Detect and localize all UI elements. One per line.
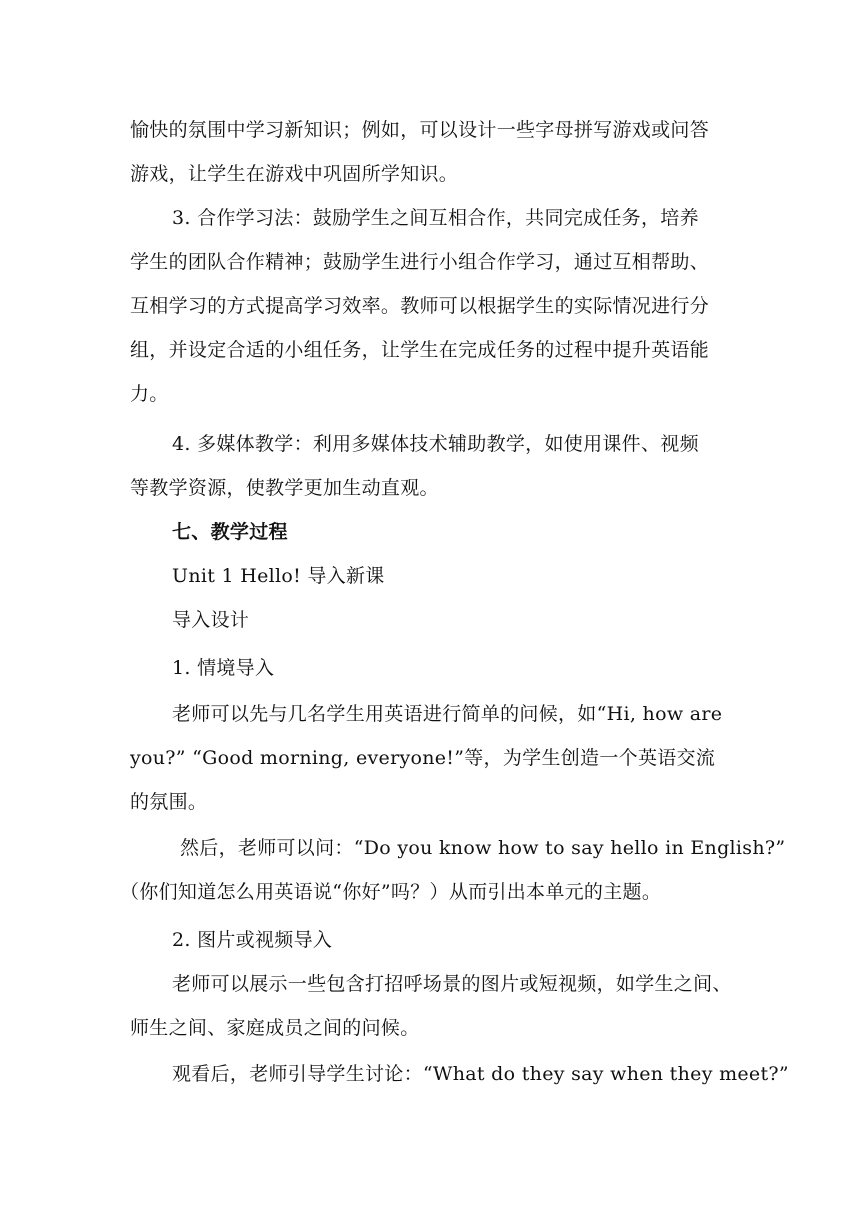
body-text-line: 学生的团队合作精神；鼓励学生进行小组合作学习，通过互相帮助、 <box>130 251 710 273</box>
section-heading: 七、教学过程 <box>172 521 288 543</box>
list-item-cooperative-learning: 3. 合作学习法：鼓励学生之间互相合作，共同完成任务，培养 <box>172 207 699 229</box>
body-text-line: 互相学习的方式提高学习效率。教师可以根据学生的实际情况进行分 <box>130 295 710 317</box>
subheading-intro-design: 导入设计 <box>172 609 250 631</box>
body-text-line: 老师可以先与几名学生用英语进行简单的问候，如“Hi, how are <box>172 703 723 725</box>
body-text-line: 游戏，让学生在游戏中巩固所学知识。 <box>130 163 459 185</box>
list-item-situational-intro: 1. 情境导入 <box>172 657 275 679</box>
body-text-line: 观看后，老师引导学生讨论：“What do they say when they meet?” <box>172 1063 789 1085</box>
body-text-line: （你们知道怎么用英语说“你好”吗？）从而引出本单元的主题。 <box>120 881 662 903</box>
body-text-line: 的氛围。 <box>130 791 208 813</box>
body-text-line: 力。 <box>130 383 169 405</box>
body-text-line: 老师可以展示一些包含打招呼场景的图片或短视频，如学生之间、 <box>172 973 732 995</box>
body-text-line: 等教学资源，使教学更加生动直观。 <box>130 477 439 499</box>
list-item-picture-video-intro: 2. 图片或视频导入 <box>172 929 333 951</box>
unit-title: Unit 1 Hello! 导入新课 <box>172 565 385 587</box>
body-text-line: 愉快的氛围中学习新知识；例如，可以设计一些字母拼写游戏或问答 <box>130 119 710 141</box>
body-text-line: you?” “Good morning, everyone!”等，为学生创造一个英语交流 <box>130 747 716 769</box>
list-item-multimedia-teaching: 4. 多媒体教学：利用多媒体技术辅助教学，如使用课件、视频 <box>172 433 699 455</box>
body-text-line: 组，并设定合适的小组任务，让学生在完成任务的过程中提升英语能 <box>130 339 710 361</box>
body-text-line: 师生之间、家庭成员之间的问候。 <box>130 1017 420 1039</box>
body-text-line: 然后，老师可以问：“Do you know how to say hello in English?” <box>180 837 786 859</box>
